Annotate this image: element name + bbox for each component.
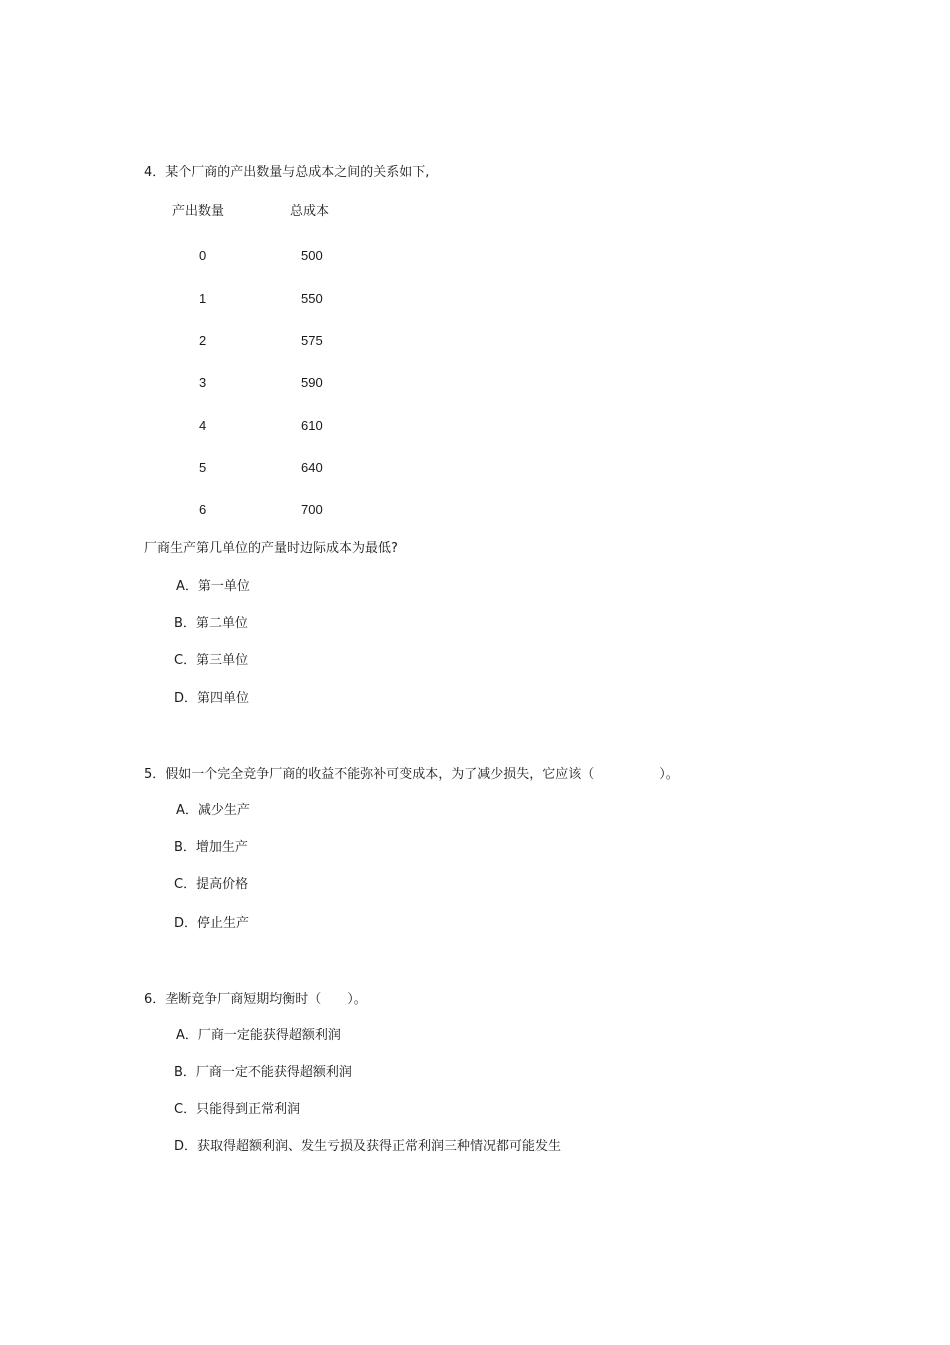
table-cell-output-2: 2 bbox=[199, 333, 207, 348]
table-cell-cost-5: 640 bbox=[301, 460, 323, 475]
q4-question: 厂商生产第几单位的产量时边际成本为最低? bbox=[144, 541, 398, 556]
q4-stem: 4．某个厂商的产出数量与总成本之间的关系如下, bbox=[144, 165, 430, 180]
q5-option-a: A．减少生产 bbox=[176, 803, 250, 818]
table-cell-output-6: 6 bbox=[199, 502, 207, 517]
q6-option-d: D．获取得超额利润、发生亏损及获得正常利润三种情况都可能发生 bbox=[174, 1139, 562, 1154]
table-cell-cost-3: 590 bbox=[301, 375, 323, 390]
q4-option-b: B．第二单位 bbox=[174, 616, 248, 631]
table-cell-cost-0: 500 bbox=[301, 248, 323, 263]
table-cell-cost-1: 550 bbox=[301, 291, 323, 306]
table-header-output: 产出数量 bbox=[172, 204, 225, 219]
table-cell-output-0: 0 bbox=[199, 248, 207, 263]
table-cell-output-1: 1 bbox=[199, 291, 207, 306]
q6-option-a: A．厂商一定能获得超额利润 bbox=[176, 1028, 341, 1043]
q5-option-d: D．停止生产 bbox=[174, 916, 250, 931]
q6-stem: 6．垄断竞争厂商短期均衡时（ ）。 bbox=[144, 992, 367, 1007]
q5-option-c: C．提高价格 bbox=[174, 877, 249, 892]
q6-option-c: C．只能得到正常利润 bbox=[174, 1102, 301, 1117]
q5-stem: 5．假如一个完全竞争厂商的收益不能弥补可变成本，为了减少损失，它应该（ ）。 bbox=[144, 767, 679, 782]
table-header-total-cost: 总成本 bbox=[290, 204, 330, 219]
q6-option-b: B．厂商一定不能获得超额利润 bbox=[174, 1065, 352, 1080]
table-cell-output-5: 5 bbox=[199, 460, 207, 475]
q4-option-c: C．第三单位 bbox=[174, 653, 249, 668]
q4-option-a: A．第一单位 bbox=[176, 579, 250, 594]
table-cell-output-3: 3 bbox=[199, 375, 207, 390]
table-cell-output-4: 4 bbox=[199, 418, 207, 433]
table-cell-cost-2: 575 bbox=[301, 333, 323, 348]
q5-option-b: B．增加生产 bbox=[174, 840, 248, 855]
table-cell-cost-6: 700 bbox=[301, 502, 323, 517]
table-cell-cost-4: 610 bbox=[301, 418, 323, 433]
q4-option-d: D．第四单位 bbox=[174, 691, 250, 706]
